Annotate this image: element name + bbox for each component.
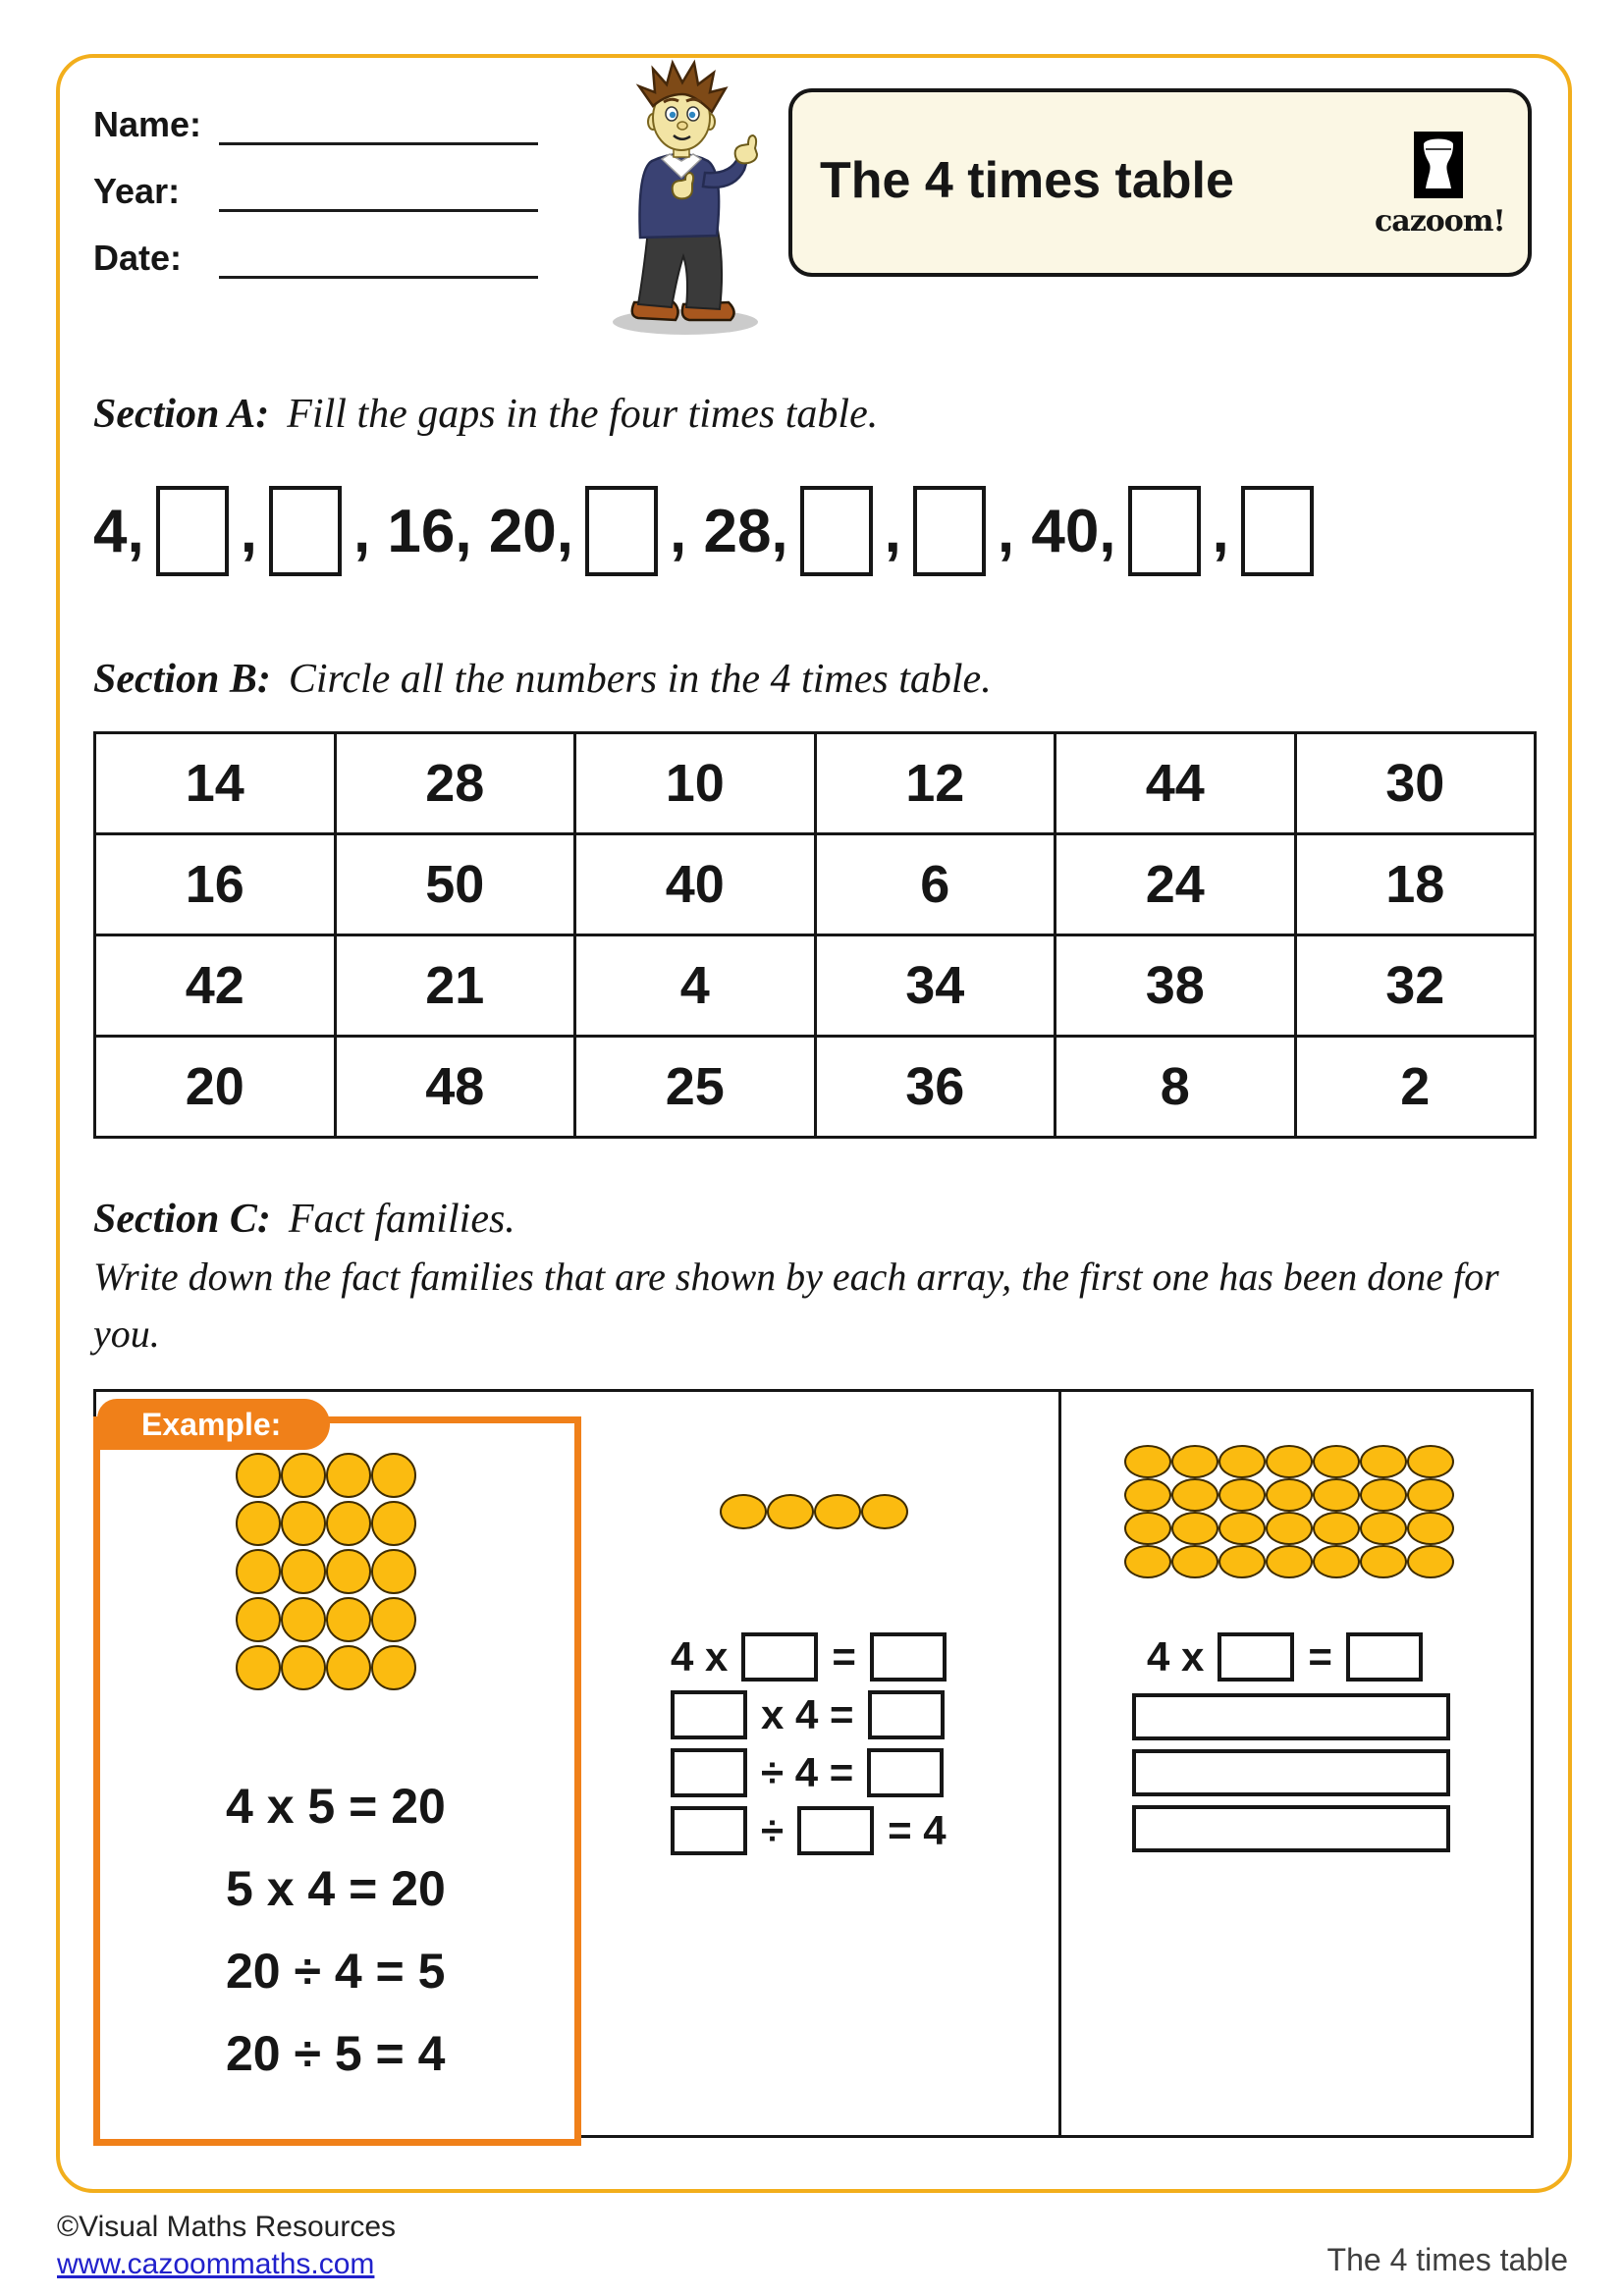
fact-family-blank-line[interactable] [1132,1749,1450,1796]
table-row [95,733,1536,834]
equation-text: = [1308,1633,1332,1680]
counter-dot [236,1501,281,1546]
sequence-number: 4, [93,498,144,565]
table-row [95,834,1536,935]
title-box [788,88,1532,277]
equation-answer-box[interactable] [671,1690,747,1739]
example-equations [226,1765,446,2095]
counter-dot [1124,1545,1171,1578]
section-c-heading [93,1196,515,1243]
djembe-drum-icon [1414,132,1463,198]
cazoom-logo-text: cazoom! [1375,204,1505,239]
number-cell[interactable]: 25 [575,1037,816,1138]
counter-dot [1407,1512,1454,1545]
counter-dot [326,1645,371,1690]
equation-row [671,1806,947,1855]
equation-text: ÷ [761,1807,785,1853]
counter-dot [1171,1512,1218,1545]
section-b-heading [93,656,992,703]
sequence-number: , [240,498,257,565]
fact-family-blank-line[interactable] [1132,1805,1450,1852]
number-cell[interactable]: 6 [815,834,1056,935]
equation-text: ÷ 4 = [761,1749,854,1795]
sequence-answer-box[interactable] [585,486,658,576]
field-write-line[interactable] [219,235,538,279]
counter-dot [1313,1478,1360,1512]
number-cell[interactable]: 16 [95,834,336,935]
counter-dot [1266,1445,1313,1478]
number-cell[interactable]: 50 [335,834,575,935]
counter-dot [1171,1478,1218,1512]
counter-dot [861,1494,908,1529]
equation-text: 4 x [1147,1633,1205,1680]
counter-dot [326,1453,371,1498]
number-grid-table [93,731,1537,1139]
example-equation: 4 x 5 = 20 [226,1779,446,1834]
sequence-answer-box[interactable] [269,486,342,576]
equation-answer-box[interactable] [741,1632,818,1682]
number-cell[interactable]: 18 [1295,834,1536,935]
number-cell[interactable]: 14 [95,733,336,834]
counter-dot [814,1494,861,1529]
counter-dot [1171,1545,1218,1578]
counter-dot [720,1494,767,1529]
equation-row [671,1690,947,1739]
number-cell[interactable]: 8 [1056,1037,1296,1138]
student-info-fields [93,101,538,301]
panel2-dot-array [720,1494,908,1529]
equation-answer-box[interactable] [867,1748,944,1797]
number-cell[interactable]: 24 [1056,834,1296,935]
number-cell[interactable]: 42 [95,935,336,1037]
counter-dot [1313,1545,1360,1578]
section-b-instruction: Circle all the numbers in the 4 times table. [288,657,992,702]
student-info-row [93,168,538,212]
section-c-label: Section C: [93,1197,271,1242]
counter-dot [1266,1478,1313,1512]
sequence-answer-box[interactable] [156,486,229,576]
fact-family-panels [93,1389,1534,2138]
sequence-answer-box[interactable] [1241,486,1314,576]
times-table-sequence [93,486,1314,576]
number-cell[interactable]: 36 [815,1037,1056,1138]
equation-text: = [832,1633,856,1680]
panel3-blank-answer-lines [1132,1693,1450,1861]
sequence-answer-box[interactable] [1128,486,1201,576]
counter-dot [767,1494,814,1529]
counter-dot [1124,1445,1171,1478]
counter-dot [1266,1545,1313,1578]
counter-dot [371,1645,416,1690]
counter-dot [1218,1512,1266,1545]
sequence-number: , [884,498,901,565]
number-cell[interactable]: 30 [1295,733,1536,834]
equation-answer-box[interactable] [671,1748,747,1797]
counter-dot [1171,1445,1218,1478]
panel3-equations [1147,1632,1423,1690]
counter-dot [371,1453,416,1498]
cazoommaths-link[interactable]: www.cazoommaths.com [57,2248,375,2280]
section-a-label: Section A: [93,392,270,437]
section-b-label: Section B: [93,657,271,702]
counter-dot [1124,1478,1171,1512]
fact-family-blank-line[interactable] [1132,1693,1450,1740]
counter-dot [1407,1545,1454,1578]
sequence-answer-box[interactable] [800,486,873,576]
counter-dot [281,1501,326,1546]
number-cell[interactable]: 21 [335,935,575,1037]
example-panel [93,1407,581,2146]
number-cell[interactable]: 28 [335,733,575,834]
counter-dot [281,1453,326,1498]
copyright-credit: ©Visual Maths Resources [57,2211,397,2243]
table-row [95,935,1536,1037]
cazoom-logo [1375,132,1505,239]
section-c-description: Write down the fact families that are shown by each array, the first one has been done for you. [93,1255,1499,1356]
equation-text: = 4 [888,1807,947,1853]
panel-divider [1058,1392,1061,2135]
equation-text: x 4 = [761,1691,854,1737]
sequence-number: , 28, [670,498,788,565]
counter-dot [1218,1545,1266,1578]
panel3-dot-array [1124,1445,1454,1578]
number-cell[interactable]: 20 [95,1037,336,1138]
counter-dot [1407,1445,1454,1478]
number-cell[interactable]: 4 [575,935,816,1037]
number-cell[interactable]: 40 [575,834,816,935]
example-dot-array [236,1453,416,1690]
equation-answer-box[interactable] [1346,1632,1423,1682]
sequence-number: , [1212,498,1229,565]
counter-dot [1313,1512,1360,1545]
table-row [95,1037,1536,1138]
counter-dot [326,1597,371,1642]
counter-dot [371,1549,416,1594]
field-write-line[interactable] [219,101,538,145]
worksheet-title: The 4 times table [820,152,1234,209]
number-cell[interactable]: 34 [815,935,1056,1037]
number-cell[interactable]: 44 [1056,733,1296,834]
counter-dot [236,1549,281,1594]
section-a-heading [93,391,878,438]
counter-dot [326,1501,371,1546]
number-cell[interactable]: 10 [575,733,816,834]
field-write-line[interactable] [219,168,538,212]
sequence-number: , 40, [997,498,1116,565]
counter-dot [1360,1445,1407,1478]
equation-row [671,1632,947,1682]
student-info-row [93,101,538,145]
equation-row [1147,1632,1423,1682]
example-equation: 20 ÷ 4 = 5 [226,1944,446,1999]
number-cell[interactable]: 32 [1295,935,1536,1037]
counter-dot [281,1597,326,1642]
number-cell[interactable]: 12 [815,733,1056,834]
counter-dot [371,1501,416,1546]
equation-answer-box[interactable] [870,1632,947,1682]
counter-dot [1218,1478,1266,1512]
counter-dot [371,1597,416,1642]
section-c-instruction: Fact families. [288,1197,515,1242]
sequence-answer-box[interactable] [913,486,986,576]
equation-answer-box[interactable] [1218,1632,1294,1682]
number-cell[interactable]: 48 [335,1037,575,1138]
counter-dot [1124,1512,1171,1545]
student-info-row [93,235,538,279]
example-equation: 5 x 4 = 20 [226,1861,446,1916]
counter-dot [1266,1512,1313,1545]
example-equation: 20 ÷ 5 = 4 [226,2026,446,2081]
equation-answer-box[interactable] [671,1806,747,1855]
counter-dot [236,1645,281,1690]
counter-dot [236,1453,281,1498]
counter-dot [1360,1478,1407,1512]
equation-answer-box[interactable] [797,1806,874,1855]
counter-dot [1360,1512,1407,1545]
number-cell[interactable]: 38 [1056,935,1296,1037]
equation-row [671,1748,947,1797]
counter-dot [236,1597,281,1642]
counter-dot [1218,1445,1266,1478]
counter-dot [1407,1478,1454,1512]
counter-dot [1313,1445,1360,1478]
sequence-number: , 16, 20, [352,498,574,565]
equation-text: 4 x [671,1633,729,1680]
field-label: Name: [93,104,202,144]
counter-dot [281,1549,326,1594]
counter-dot [1360,1545,1407,1578]
counter-dot [326,1549,371,1594]
example-tab: Example: [97,1399,330,1450]
footer-worksheet-title: The 4 times table [1326,2242,1568,2277]
panel2-equations [671,1632,947,1864]
equation-answer-box[interactable] [868,1690,945,1739]
number-cell[interactable]: 2 [1295,1037,1536,1138]
field-label: Date: [93,238,183,278]
counter-dot [281,1645,326,1690]
field-label: Year: [93,171,181,211]
section-a-instruction: Fill the gaps in the four times table. [287,392,879,437]
boy-character-illustration [587,55,793,340]
